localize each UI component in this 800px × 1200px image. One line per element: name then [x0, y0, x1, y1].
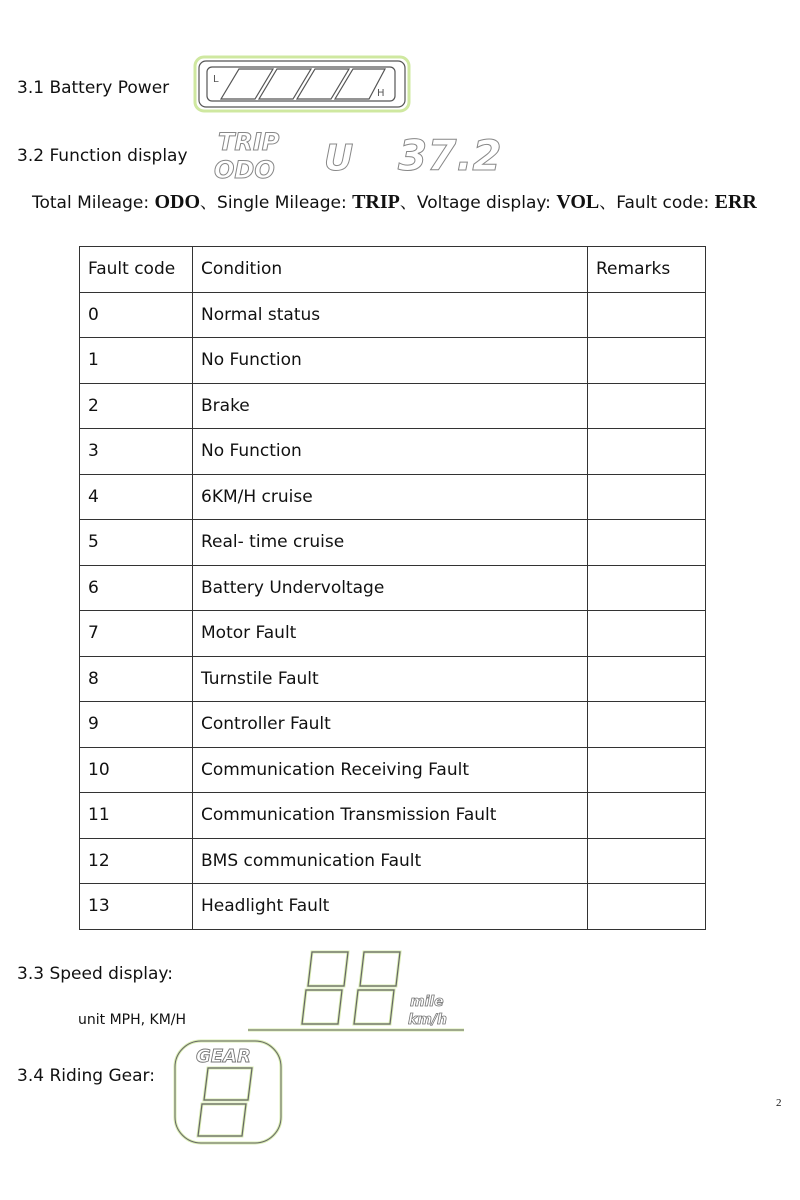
battery-low-label: L: [213, 74, 219, 85]
fault-code-label: 、Fault code:: [599, 193, 715, 213]
header-fault-code: Fault code: [80, 247, 193, 293]
fault-code-cell: 1: [80, 338, 193, 384]
table-row: [80, 656, 706, 702]
kmh-label: km/h: [408, 1012, 447, 1028]
remarks-cell: [588, 338, 706, 384]
fault-code-cell: 8: [80, 656, 193, 702]
table-row: [80, 611, 706, 657]
speed-display-heading: 3.3 Speed display:: [17, 964, 173, 984]
table-row: [80, 793, 706, 839]
gear-label: GEAR: [196, 1046, 251, 1067]
table-row: [80, 292, 706, 338]
odo-label: ODO: [214, 156, 275, 184]
odo-code: ODO: [154, 191, 201, 213]
remarks-cell: [588, 838, 706, 884]
fault-code-cell: 3: [80, 429, 193, 475]
condition-cell: Controller Fault: [193, 702, 588, 748]
table-row: [80, 520, 706, 566]
vol-code: VOL: [556, 191, 600, 213]
speed-digit-glow: [302, 952, 400, 1024]
speed-digits-icon: [244, 946, 468, 1036]
total-mileage-label: Total Mileage:: [32, 193, 155, 213]
remarks-cell: [588, 702, 706, 748]
condition-cell: 6KM/H cruise: [193, 474, 588, 520]
table-row: [80, 383, 706, 429]
table-row: [80, 702, 706, 748]
unit-label: U: [324, 138, 354, 179]
condition-cell: Battery Undervoltage: [193, 565, 588, 611]
fault-code-cell: 5: [80, 520, 193, 566]
trip-label: TRIP: [218, 128, 280, 156]
table-header-row: [80, 247, 706, 293]
header-condition: Condition: [193, 247, 588, 293]
remarks-cell: [588, 656, 706, 702]
condition-cell: No Function: [193, 429, 588, 475]
fault-code-cell: 6: [80, 565, 193, 611]
mileage-legend: [32, 188, 757, 214]
battery-segments: [221, 69, 385, 99]
condition-cell: Communication Transmission Fault: [193, 793, 588, 839]
condition-cell: Real- time cruise: [193, 520, 588, 566]
fault-code-cell: 11: [80, 793, 193, 839]
single-mileage-label: 、Single Mileage:: [200, 193, 353, 213]
fault-code-cell: 13: [80, 884, 193, 930]
condition-cell: No Function: [193, 338, 588, 384]
remarks-cell: [588, 747, 706, 793]
condition-cell: Headlight Fault: [193, 884, 588, 930]
speed-unit-note: unit MPH, KM/H: [78, 1012, 187, 1028]
speed-digit-outline: [302, 952, 400, 1024]
function-display-icon: [212, 126, 512, 184]
remarks-cell: [588, 474, 706, 520]
condition-cell: BMS communication Fault: [193, 838, 588, 884]
fault-code-cell: 4: [80, 474, 193, 520]
table-row: [80, 338, 706, 384]
fault-code-table: [79, 246, 706, 930]
remarks-cell: [588, 565, 706, 611]
fault-code-cell: 2: [80, 383, 193, 429]
fault-code-cell: 0: [80, 292, 193, 338]
table-row: [80, 565, 706, 611]
err-code: ERR: [714, 191, 757, 213]
battery-high-label: H: [377, 88, 385, 99]
table-row: [80, 747, 706, 793]
voltage-display-label: 、Voltage display:: [399, 193, 557, 213]
remarks-cell: [588, 292, 706, 338]
value-label: 37.2: [398, 131, 502, 180]
remarks-cell: [588, 793, 706, 839]
function-display-heading: 3.2 Function display: [17, 146, 188, 166]
trip-code: TRIP: [352, 191, 400, 213]
fault-code-cell: 10: [80, 747, 193, 793]
table-row: [80, 474, 706, 520]
condition-cell: Motor Fault: [193, 611, 588, 657]
fault-code-cell: 7: [80, 611, 193, 657]
header-remarks: Remarks: [588, 247, 706, 293]
mile-label: mile: [410, 994, 444, 1010]
remarks-cell: [588, 520, 706, 566]
remarks-cell: [588, 429, 706, 475]
table-row: [80, 838, 706, 884]
fault-code-cell: 9: [80, 702, 193, 748]
fault-code-cell: 12: [80, 838, 193, 884]
condition-cell: Brake: [193, 383, 588, 429]
condition-cell: Communication Receiving Fault: [193, 747, 588, 793]
battery-gauge-icon: [193, 55, 413, 115]
table-row: [80, 429, 706, 475]
battery-power-heading: 3.1 Battery Power: [17, 78, 170, 98]
condition-cell: Normal status: [193, 292, 588, 338]
riding-gear-heading: 3.4 Riding Gear:: [17, 1066, 155, 1086]
riding-gear-icon: [172, 1038, 284, 1146]
remarks-cell: [588, 611, 706, 657]
table-row: [80, 884, 706, 930]
remarks-cell: [588, 383, 706, 429]
remarks-cell: [588, 884, 706, 930]
page-number: 2: [776, 1097, 782, 1109]
condition-cell: Turnstile Fault: [193, 656, 588, 702]
